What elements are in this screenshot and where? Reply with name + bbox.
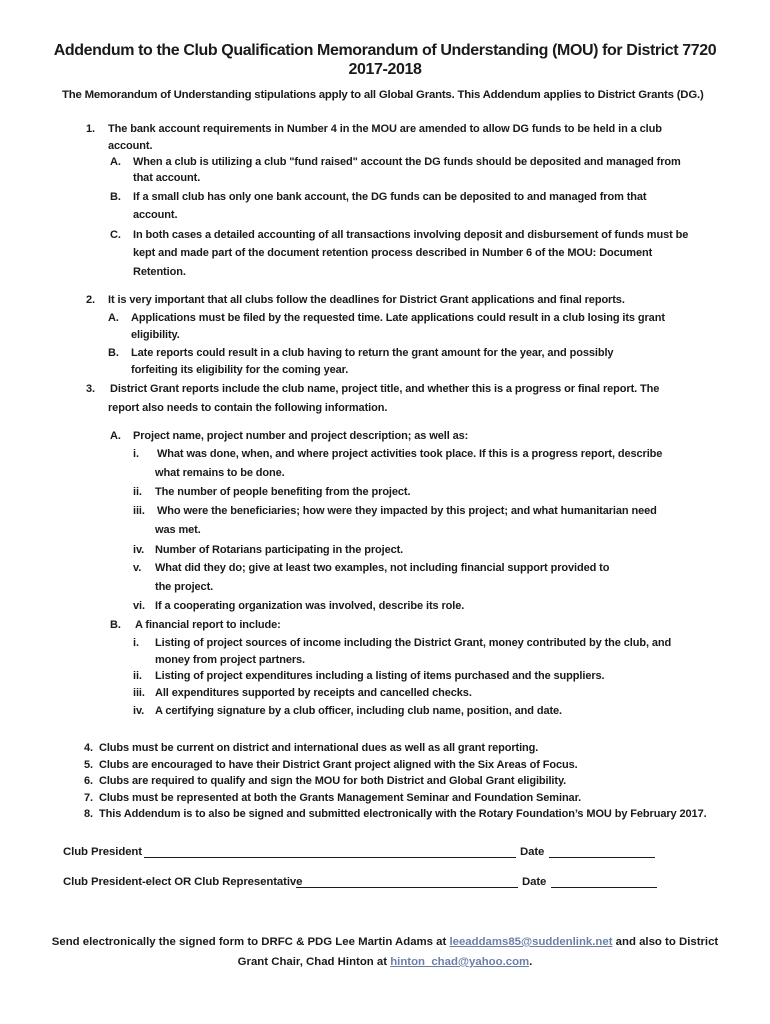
- body-line: iv.: [133, 705, 145, 717]
- body-line: v.: [133, 562, 142, 574]
- body-line: C.: [110, 229, 121, 241]
- body-line: 6.: [84, 775, 93, 787]
- body-line: 8.: [84, 808, 93, 820]
- body-line: A financial report to include:: [135, 619, 281, 631]
- intro-paragraph: The Memorandum of Understanding stipulations apply to all Global Grants. This Addendum applies to District Grants (DG.): [62, 89, 704, 101]
- body-line: A certifying signature by a club officer, including club name, position, and date.: [155, 705, 563, 717]
- footer-text-2: and also to District: [612, 936, 719, 948]
- body-line: Applications must be filed by the requested time. Late applications could result in a club losing its grant: [131, 312, 665, 324]
- body-line: 5.: [84, 759, 93, 771]
- body-line: All expenditures supported by receipts and cancelled checks.: [155, 687, 472, 699]
- body-line: i.: [133, 637, 139, 649]
- body-line: If a small club has only one bank account, the DG funds can be deposited to and managed from that: [133, 191, 647, 203]
- body-line: report also needs to contain the following information.: [108, 402, 388, 414]
- body-line: Listing of project expenditures including a listing of items purchased and the suppliers.: [155, 670, 605, 682]
- body-line: Retention.: [133, 266, 186, 278]
- body-line: the project.: [155, 581, 214, 593]
- body-line: Clubs are encouraged to have their District Grant project aligned with the Six Areas of Focus.: [99, 759, 578, 771]
- club-president-date-label: Date: [520, 846, 545, 858]
- body-line: Number of Rotarians participating in the project.: [155, 544, 404, 556]
- body-line: A.: [108, 312, 119, 324]
- body-line: B.: [110, 191, 121, 203]
- email-link-chad-hinton[interactable]: hinton_chad@yahoo.com: [390, 956, 530, 968]
- submission-instructions: [40, 932, 730, 972]
- body-line: The number of people benefiting from the project.: [155, 486, 411, 498]
- footer-text-3: Grant Chair, Chad Hinton at: [237, 956, 391, 968]
- body-line: Listing of project sources of income including the District Grant, money contributed by the club, and: [155, 637, 672, 649]
- body-line: ii.: [133, 486, 142, 498]
- body-line: A.: [110, 430, 121, 442]
- body-line: account.: [108, 140, 153, 152]
- body-line: was met.: [155, 524, 201, 536]
- body-line: 2.: [86, 294, 95, 306]
- document-title: [40, 41, 730, 79]
- body-line: what remains to be done.: [155, 467, 285, 479]
- body-line: 4.: [84, 742, 93, 754]
- body-line: 3.: [86, 383, 95, 395]
- body-line: This Addendum is to also be signed and submitted electronically with the Rotary Foundation’s MOU by February 2017.: [99, 808, 707, 820]
- body-line: What did they do; give at least two examples, not including financial support provided to: [155, 562, 610, 574]
- body-line: that account.: [133, 172, 201, 184]
- body-line: It is very important that all clubs follow the deadlines for District Grant applications and final reports.: [108, 294, 625, 306]
- club-president-date-line[interactable]: [549, 857, 655, 858]
- title-line-2: 2017-2018: [348, 61, 422, 78]
- body-line: In both cases a detailed accounting of all transactions involving deposit and disbursement of funds must be: [133, 229, 689, 241]
- body-line: What was done, when, and where project activities took place. If this is a progress report, describe: [157, 448, 663, 460]
- body-line: 1.: [86, 123, 95, 135]
- footer-text-4: .: [529, 956, 533, 968]
- body-line: forfeiting its eligibility for the coming year.: [131, 364, 349, 376]
- club-president-elect-date-line[interactable]: [551, 887, 657, 888]
- body-line: 7.: [84, 792, 93, 804]
- club-president-elect-date-label: Date: [522, 876, 547, 888]
- body-line: iv.: [133, 544, 145, 556]
- club-president-signature-line[interactable]: [144, 857, 516, 858]
- footer-text-1: Send electronically the signed form to DRFC & PDG Lee Martin Adams at: [51, 936, 450, 948]
- club-president-elect-signature-line[interactable]: [296, 887, 518, 888]
- body-line: i.: [133, 448, 139, 460]
- body-line: Project name, project number and project description; as well as:: [133, 430, 469, 442]
- body-line: Clubs must be represented at both the Grants Management Seminar and Foundation Seminar.: [99, 792, 582, 804]
- body-line: Who were the beneficiaries; how were they impacted by this project; and what humanitarian need: [157, 505, 657, 517]
- email-link-lee-adams[interactable]: leeaddams85@suddenlink.net: [449, 936, 613, 948]
- body-line: The bank account requirements in Number 4 in the MOU are amended to allow DG funds to be held in a club: [108, 123, 662, 135]
- body-line: District Grant reports include the club name, project title, and whether this is a progress or final report. The: [110, 383, 660, 395]
- body-line: Clubs are required to qualify and sign the MOU for both District and Global Grant eligibility.: [99, 775, 567, 787]
- body-line: eligibility.: [131, 329, 180, 341]
- body-line: account.: [133, 209, 178, 221]
- club-president-label: Club President: [63, 846, 142, 858]
- body-line: Clubs must be current on district and international dues as well as all grant reporting.: [99, 742, 539, 754]
- body-line: B.: [108, 347, 119, 359]
- title-line-1: Addendum to the Club Qualification Memorandum of Understanding (MOU) for District 7720: [53, 42, 717, 59]
- body-line: When a club is utilizing a club "fund raised" account the DG funds should be deposited and managed from: [133, 156, 681, 168]
- body-line: ii.: [133, 670, 142, 682]
- club-president-elect-label: Club President-elect OR Club Representative: [63, 876, 303, 888]
- body-line: kept and made part of the document retention process described in Number 6 of the MOU: Document: [133, 247, 653, 259]
- body-line: iii.: [133, 687, 145, 699]
- body-line: money from project partners.: [155, 654, 306, 666]
- body-line: If a cooperating organization was involved, describe its role.: [155, 600, 465, 612]
- body-line: A.: [110, 156, 121, 168]
- body-line: B.: [110, 619, 121, 631]
- body-line: iii.: [133, 505, 145, 517]
- body-line: Late reports could result in a club having to return the grant amount for the year, and possibly: [131, 347, 614, 359]
- body-line: vi.: [133, 600, 145, 612]
